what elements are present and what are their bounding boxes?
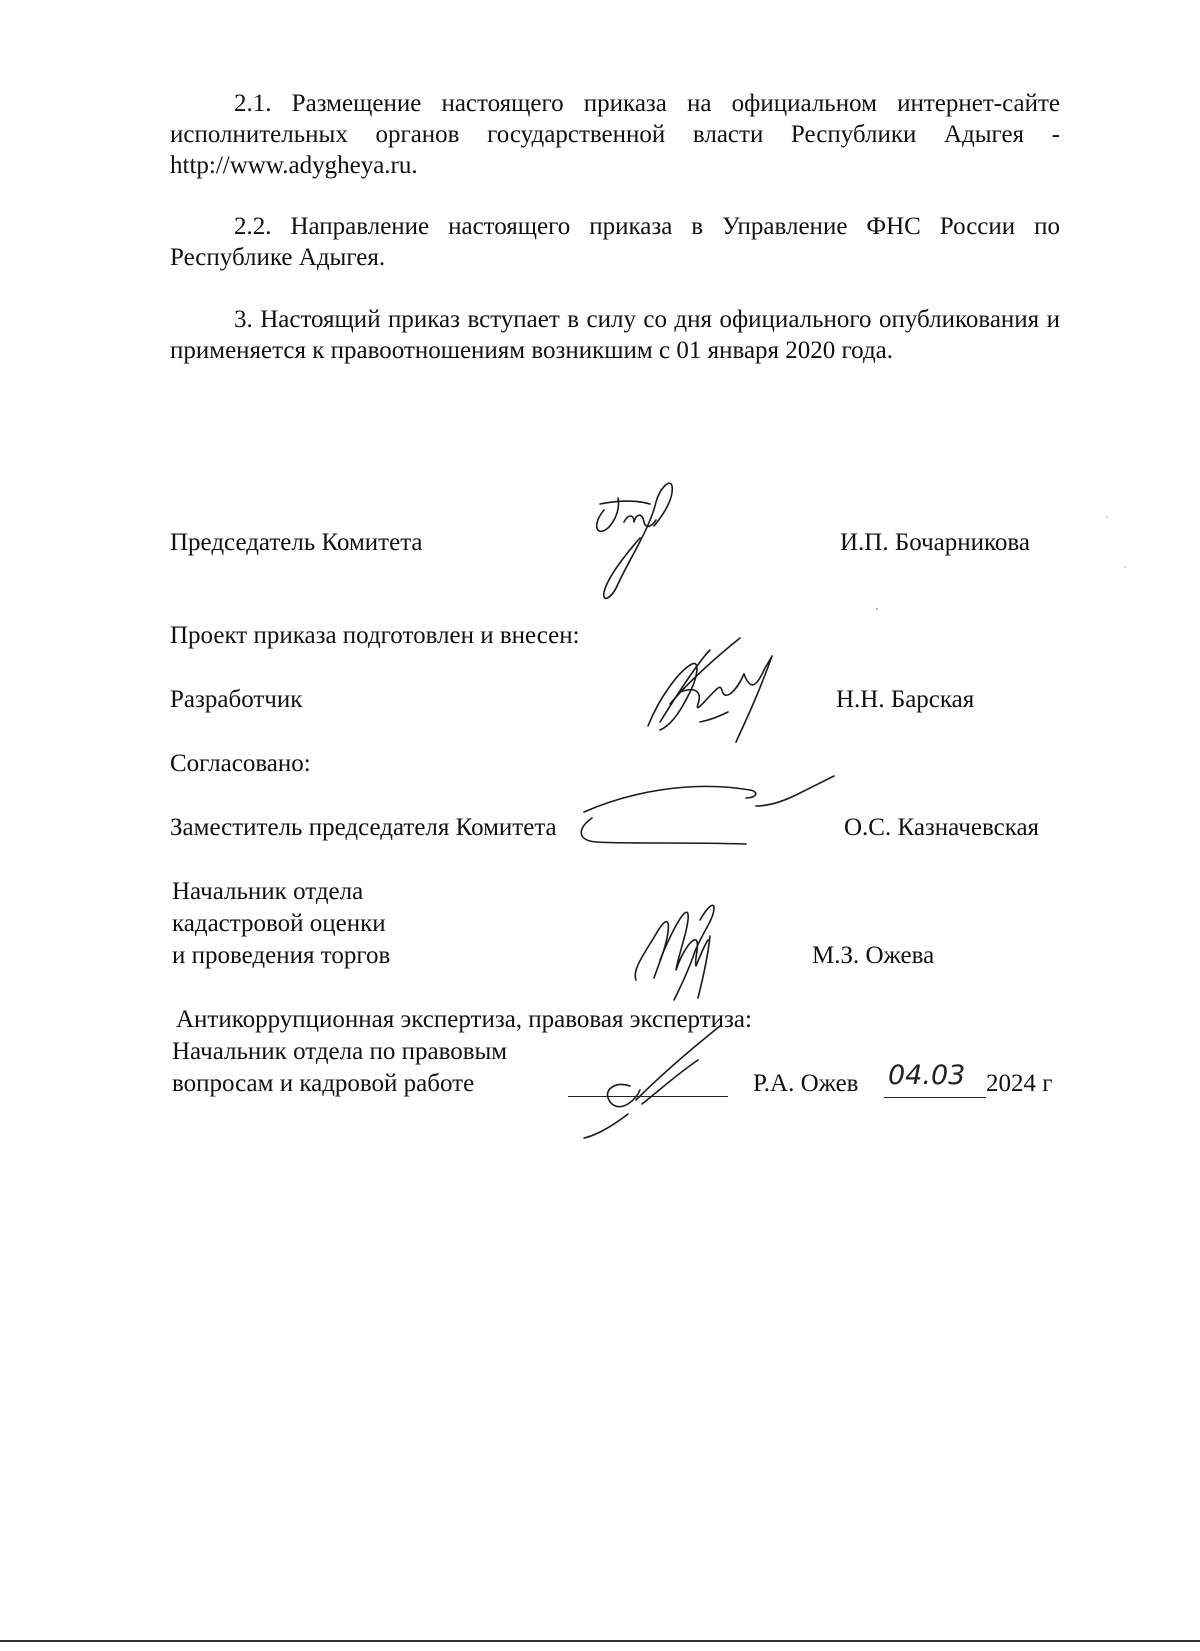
deputy-name: О.С. Казначевская — [844, 814, 1040, 841]
cadastral-role-line-1: Начальник отдела — [172, 878, 364, 905]
chairman-name: И.П. Бочарникова — [840, 529, 1030, 556]
expertise-signature — [570, 1020, 750, 1140]
scan-speck — [876, 608, 878, 610]
deputy-signature — [570, 776, 840, 866]
deputy-role: Заместитель председателя Комитета — [170, 814, 557, 841]
expertise-heading: Антикоррупционная экспертиза, правовая экспертиза: — [176, 1006, 752, 1033]
expertise-year: 2024 г — [986, 1070, 1053, 1097]
chairman-title: Председатель Комитета — [170, 529, 423, 556]
scan-speck — [1106, 516, 1108, 518]
developer-signature — [640, 630, 800, 750]
paragraph-2-2: 2.2. Направление настоящего приказа в Управление ФНС России по Республике Адыгея. — [170, 213, 1060, 271]
expertise-role-line-2: вопросам и кадровой работе — [172, 1070, 475, 1097]
prepared-heading: Проект приказа подготовлен и внесен: — [170, 622, 580, 649]
cadastral-role-line-2: кадастровой оценки — [172, 910, 386, 937]
scan-bottom-edge — [0, 1640, 1200, 1642]
expertise-role-line-1: Начальник отдела по правовым — [172, 1038, 508, 1065]
agreed-heading: Согласовано: — [170, 750, 311, 777]
chairman-signature — [590, 480, 710, 610]
cadastral-signature — [630, 896, 740, 1006]
paragraph-2-1: 2.1. Размещение настоящего приказа на официальном интернет-сайте исполнительных органов государственной власти Республики Адыгея - http://www.adygheya.ru. — [170, 90, 1060, 179]
expertise-name: Р.А. Ожев — [753, 1070, 859, 1097]
handwritten-date: 04.03 — [888, 1060, 966, 1091]
cadastral-role-line-3: и проведения торгов — [172, 942, 391, 969]
paragraph-3: 3. Настоящий приказ вступает в силу со дня официального опубликования и применяется к правоотношениям возникшим с 01 января 2020 года. — [170, 306, 1060, 364]
date-underline — [884, 1097, 986, 1098]
developer-name: Н.Н. Барская — [836, 686, 975, 713]
cadastral-name: М.З. Ожева — [812, 942, 935, 969]
developer-role: Разработчик — [170, 686, 303, 713]
scan-speck — [1124, 566, 1126, 568]
